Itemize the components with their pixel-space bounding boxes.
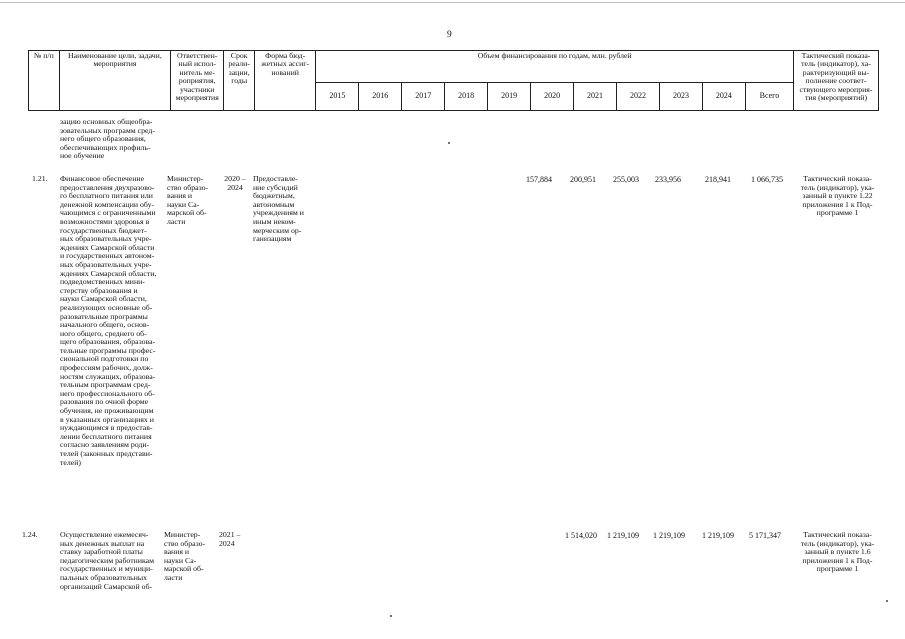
value-2023: 1 219,109 bbox=[653, 531, 685, 540]
value-2024: 1 219,109 bbox=[702, 531, 734, 540]
value-2024: 218,941 bbox=[705, 175, 731, 184]
value-2021: 1 514,020 bbox=[565, 531, 597, 540]
header-name: Наименование цели, задачи, мероприятия bbox=[59, 51, 170, 111]
row-term: 2021 – 2024 bbox=[219, 530, 241, 548]
header-year: 2024 bbox=[702, 83, 745, 111]
row-name: Финансовое обеспечение предоставления двухразово- го бесплатного питания или денежной компенсации обу- чающимся с ограниченными возможностями здоровья в государственных бюджет- ных образовательных учре- ждениях Самарской области и государственных автоном- ных образовательных учре- ждениях Самарской области, подведомственных мини- стерству образования и науки Самарской области, реализующих основные об- разовательные программы начального общего, основ- ного общего, среднего об- щего образования, образова- тельные программы профес- сиональной подготовки по профессиям рабочих, долж- ностям служащих, образова- тельным программам сред- него профессионального об- разования по очной форме обучения, не проживающим в указанных организациях и нуждающимся в предостав- лении бесплатного питания согласно заявлениям роди- телей (законных представи- телей) bbox=[60, 174, 157, 467]
header-indicator: Тактический показа- тель (индикатор), ха- рактеризующий вы- полнение соответ- ствующего мероприя- тия (мероприятий) bbox=[794, 51, 879, 111]
header-year: 2022 bbox=[617, 83, 660, 111]
top-border-line bbox=[0, 2, 905, 3]
row-form: Предоставле- ние субсидий бюджетным, автономным учреждениям и иным неком- мерческим ор- ганизациям bbox=[253, 174, 304, 244]
header-responsible: Ответствен- ный испол- нитель ме- роприятия, участники мероприятия bbox=[171, 51, 224, 111]
row-indicator: Тактический показа- тель (индикатор), ука- занный в пункте 1.6 приложения 1 к Под- программе 1 bbox=[800, 530, 875, 574]
value-2020: 157,884 bbox=[526, 175, 552, 184]
row-indicator: Тактический показа- тель (индикатор), ука- занный в пункте 1.22 приложения 1 к Под- программе 1 bbox=[800, 174, 875, 218]
continuation-text: зацию основных общеобра- зовательных программ сред- него общего образования, обеспечивающих профиль- ное обучение bbox=[60, 117, 155, 161]
row-term: 2020 – 2024 bbox=[224, 174, 246, 192]
row-responsible: Министер- ство образо- вания и науки Са- марской об- ласти bbox=[167, 174, 209, 226]
value-total: 5 171,347 bbox=[749, 531, 781, 540]
header-year: 2021 bbox=[574, 83, 617, 111]
header-year: Всего bbox=[745, 83, 793, 111]
row-number: 1.24. bbox=[22, 530, 38, 539]
row-number: 1.21. bbox=[32, 174, 48, 183]
value-2021: 200,951 bbox=[570, 175, 596, 184]
header-year: 2020 bbox=[531, 83, 574, 111]
header-term: Срок реали- зации, годы bbox=[224, 51, 255, 111]
scan-speck bbox=[886, 600, 888, 602]
header-form: Форма бюд- жетных ассиг- нований bbox=[254, 51, 315, 111]
row-name: Осуществление ежемесяч- ных денежных выплат на ставку заработной платы педагогическим работникам государственных и муници- пальных образовательных организаций Самарской об- bbox=[60, 530, 155, 591]
table-header bbox=[28, 50, 879, 111]
header-finance: Объем финансирования по годам, млн. рублей bbox=[316, 51, 794, 83]
value-2022: 1 219,109 bbox=[607, 531, 639, 540]
scan-speck bbox=[390, 615, 392, 617]
value-2023: 233,956 bbox=[655, 175, 681, 184]
header-year: 2017 bbox=[402, 83, 445, 111]
row-responsible: Министер- ство образо- вания и науки Са- марской об- ласти bbox=[164, 530, 206, 582]
value-total: 1 066,735 bbox=[751, 175, 783, 184]
value-2022: 255,003 bbox=[613, 175, 639, 184]
header-year: 2016 bbox=[359, 83, 402, 111]
header-year: 2019 bbox=[488, 83, 531, 111]
header-year: 2015 bbox=[316, 83, 359, 111]
header-year: 2018 bbox=[445, 83, 488, 111]
header-year: 2023 bbox=[659, 83, 702, 111]
scan-speck bbox=[448, 142, 450, 144]
page-number: 9 bbox=[447, 30, 452, 40]
header-num: № п/п bbox=[29, 51, 60, 111]
